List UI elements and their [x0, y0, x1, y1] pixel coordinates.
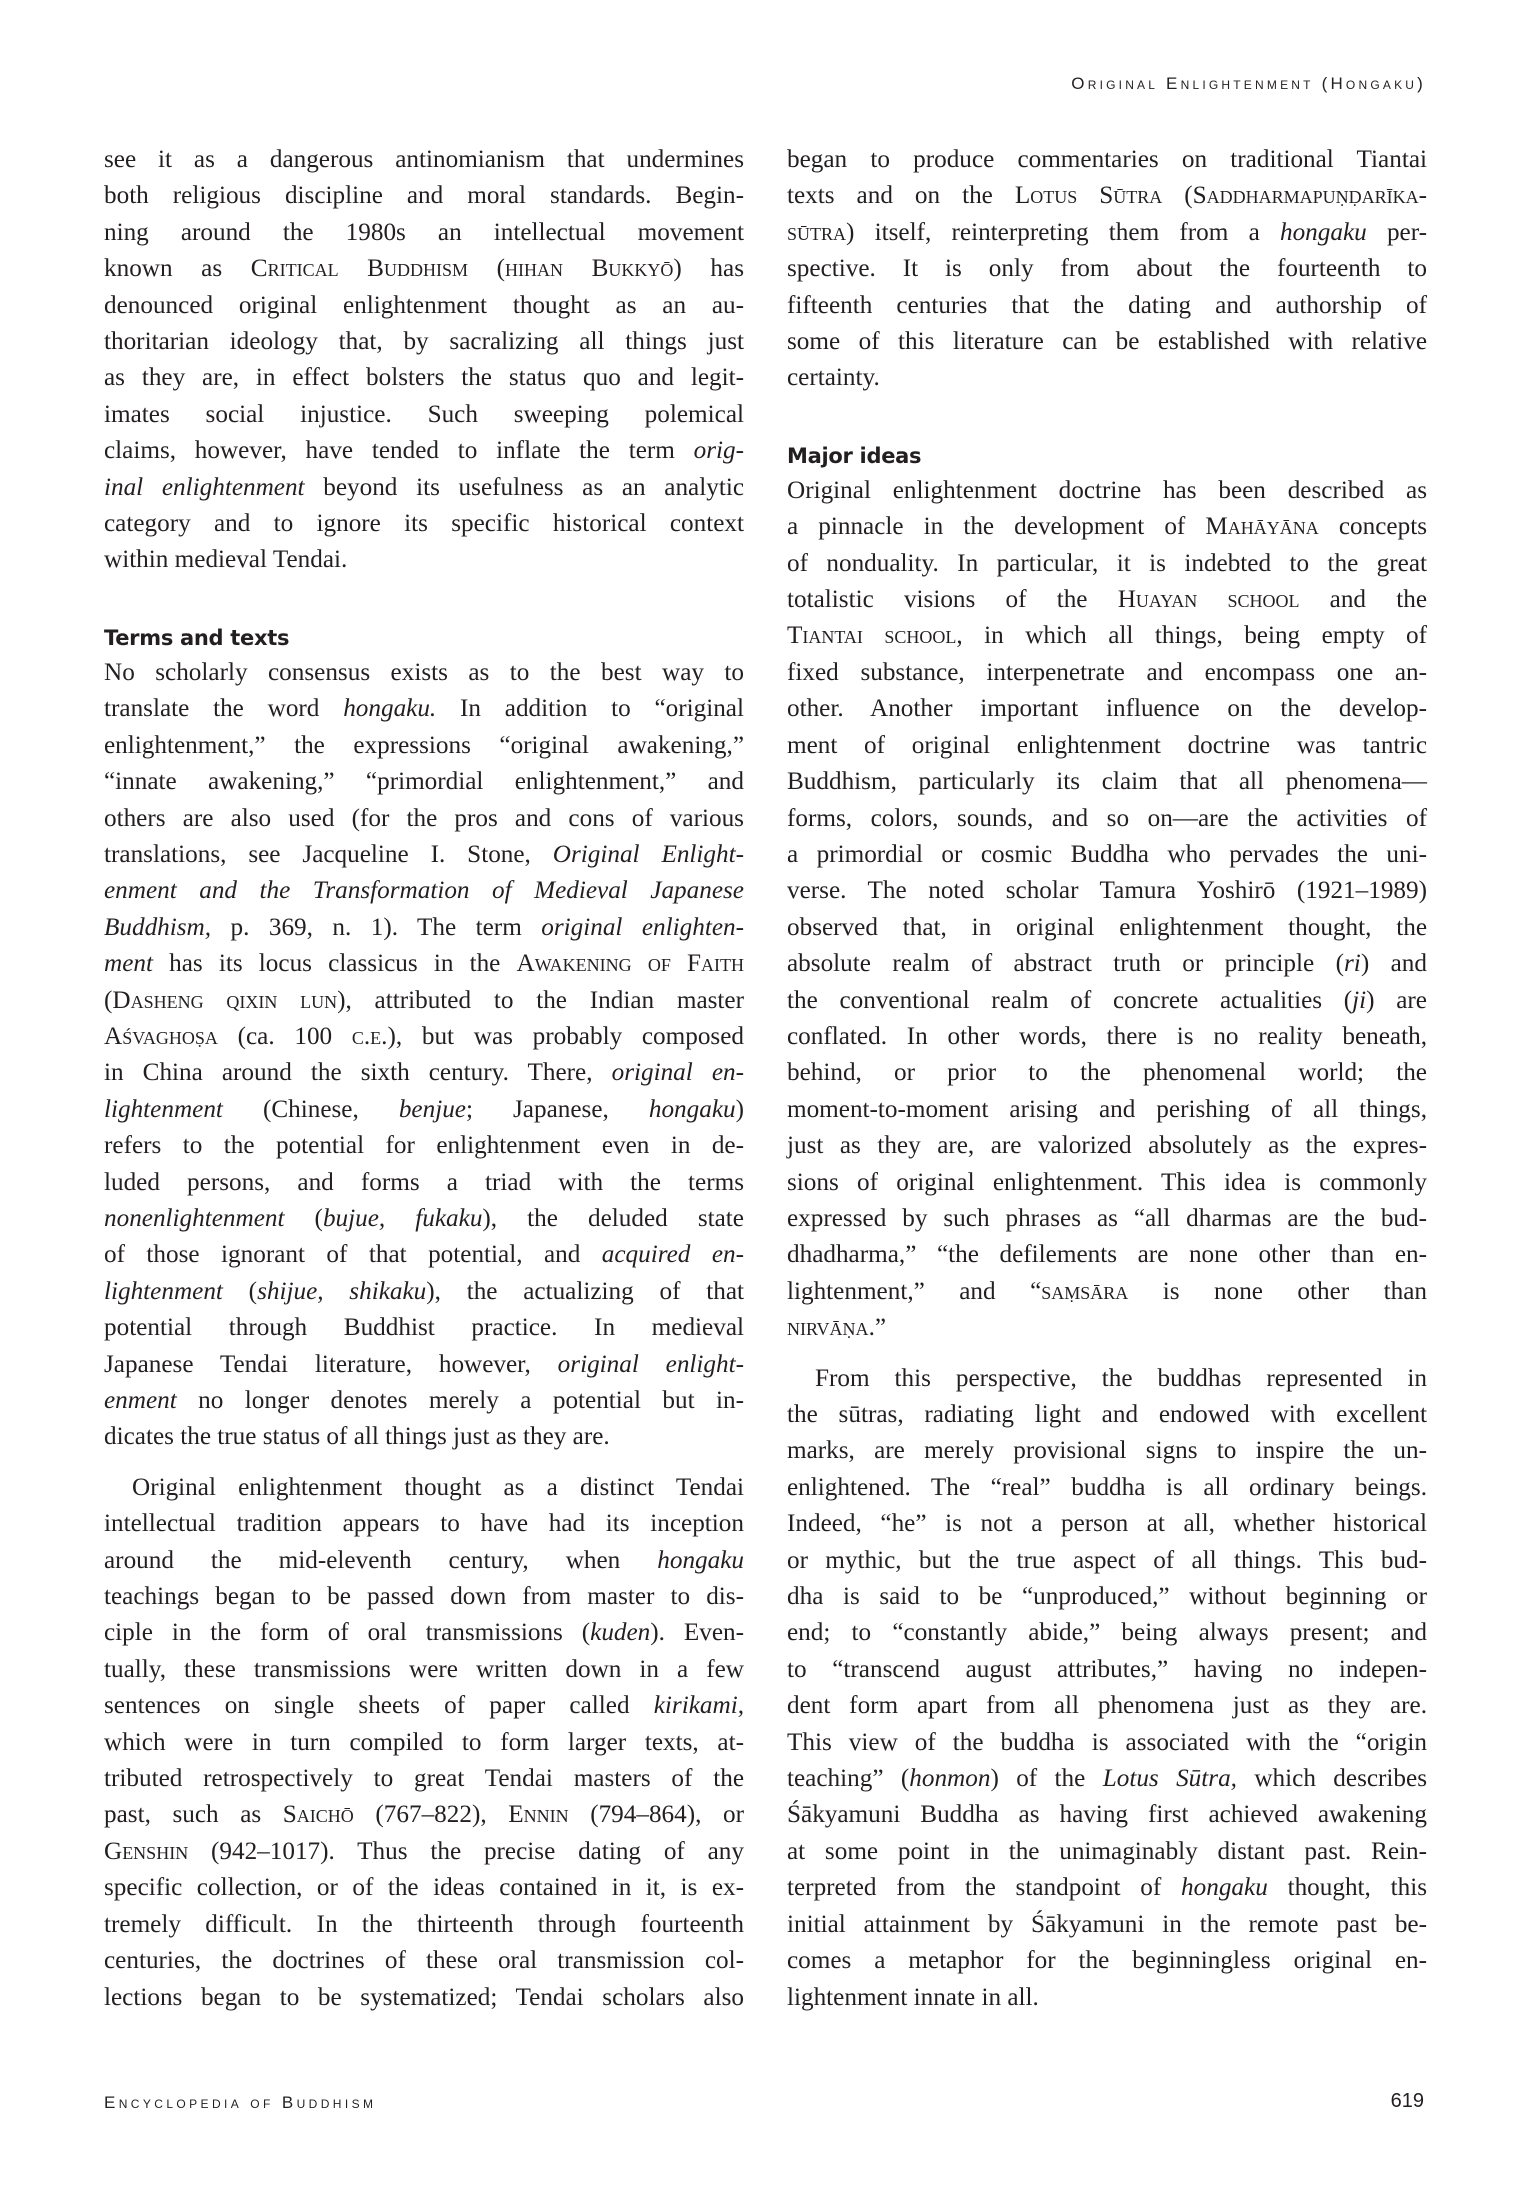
text-line: other. Another important influence on the develop- — [787, 695, 1427, 723]
text-line: lections began to be systematized; Tendai scholars also — [104, 1983, 744, 2011]
text-line: Indeed, “he” is not a person at all, whether historical — [787, 1510, 1427, 1538]
cross-reference-lotus-sutra[interactable]: Lotus Sūtra — [1014, 182, 1163, 210]
right-column — [787, 142, 1427, 2016]
text-line: Śākyamuni Buddha as having first achieved awakening — [787, 1801, 1427, 1829]
cross-reference-ennin[interactable]: Ennin — [508, 1801, 569, 1829]
text-line: ning around the 1980s an intellectual movement — [104, 218, 744, 246]
text-line: dha is said to be “unproduced,” without beginning or — [787, 1583, 1427, 1611]
text-line: translations, see Jacqueline I. Stone, Original Enlight- — [104, 840, 744, 868]
text-line: denounced original enlightenment thought as an au- — [104, 291, 744, 319]
text-line: ment of original enlightenment doctrine was tantric — [787, 731, 1427, 759]
text-line: dhadharma,” “the defilements are none other than en- — [787, 1241, 1427, 1269]
text-line: began to produce commentaries on traditional Tiantai — [787, 146, 1427, 173]
text-line: as they are, in effect bolsters the status quo and legit- — [104, 364, 744, 392]
paragraph-tradition — [104, 1470, 744, 2016]
text-line: teachings began to be passed down from master to dis- — [104, 1583, 744, 1611]
cross-reference-genshin[interactable]: Genshin — [104, 1837, 189, 1865]
section-heading-major-ideas: Major ideas — [787, 443, 922, 468]
cross-reference-mahayana[interactable]: Mahāyāna — [1205, 513, 1319, 541]
text-line: lightenment,” and “saṃsāra is none other than — [787, 1277, 1427, 1305]
text-line: centuries, the doctrines of these oral transmission col- — [104, 1947, 744, 1975]
text-line: behind, or prior to the phenomenal world; the — [787, 1059, 1427, 1087]
cross-reference-critical-buddhism[interactable]: Critical Buddhism — [250, 255, 468, 283]
text-line: of those ignorant of that potential, and acquired en- — [104, 1241, 744, 1269]
text-line: nonenlightenment (bujue, fukaku), the deluded state — [104, 1204, 744, 1232]
text-line: certainty. — [787, 364, 880, 392]
text-line: a pinnacle in the development of Mahāyāna concepts — [787, 513, 1427, 541]
text-line: fifteenth centuries that the dating and authorship of — [787, 291, 1427, 319]
paragraph-commentaries — [787, 142, 1427, 397]
cross-reference-samsara[interactable]: saṃsāra — [1041, 1277, 1129, 1305]
text-line: thoritarian ideology that, by sacralizing all things just — [104, 328, 744, 356]
text-line: dicates the true status of all things just as they are. — [104, 1423, 610, 1451]
text-line: From this perspective, the buddhas represented in — [815, 1364, 1427, 1392]
text-line: sūtra) itself, reinterpreting them from a hongaku per- — [787, 218, 1428, 246]
text-line: at some point in the unimaginably distant past. Rein- — [787, 1837, 1427, 1865]
paragraph-terms — [104, 655, 744, 1456]
text-line: lightenment innate in all. — [787, 1983, 1039, 2011]
text-line: Japanese Tendai literature, however, original enlight- — [104, 1350, 744, 1378]
text-line: (Dasheng qixin lun), attributed to the Indian master — [104, 986, 744, 1014]
text-line: see it as a dangerous antinomianism that undermines — [104, 146, 744, 173]
text-line: forms, colors, sounds, and so on—are the activities of — [787, 804, 1427, 832]
text-line: to “transcend august attributes,” having no indepen- — [787, 1655, 1427, 1683]
text-line: in China around the sixth century. There, original en- — [104, 1059, 744, 1087]
text-line: Genshin (942–1017). Thus the precise dating of any — [104, 1837, 744, 1865]
left-column — [104, 142, 744, 2016]
text-line: the sūtras, radiating light and endowed with excellent — [787, 1401, 1427, 1428]
text-line: nirvāṇa.” — [787, 1314, 887, 1342]
text-line: Tiantai school, in which all things, being empty of — [787, 622, 1428, 650]
text-line: “innate awakening,” “primordial enlightenment,” and — [104, 768, 744, 796]
text-line: around the mid-eleventh century, when hongaku — [104, 1546, 744, 1574]
text-line: tributed retrospectively to great Tendai masters of the — [104, 1765, 744, 1793]
text-line: category and to ignore its specific historical context — [104, 510, 744, 538]
cross-reference-saddharmapundarika-sutra[interactable]: Saddharmapuṇḍarīka- — [1192, 182, 1427, 210]
text-line: Buddhism, particularly its claim that all phenomena— — [787, 768, 1427, 796]
cross-reference-huayan-school[interactable]: Huayan school — [1117, 586, 1300, 614]
text-line: enment and the Transformation of Medieval Japanese — [104, 877, 744, 905]
text-line: tremely difficult. In the thirteenth through fourteenth — [104, 1910, 744, 1938]
text-line: verse. The noted scholar Tamura Yoshirō (1921–1989) — [787, 877, 1427, 905]
text-line: texts and on the Lotus Sūtra (Saddharmapuṇḍarīka- — [787, 182, 1427, 210]
text-line: translate the word hongaku. In addition to “original — [104, 695, 744, 723]
text-line: which were in turn compiled to form larger texts, at- — [104, 1728, 744, 1756]
text-line: absolute realm of abstract truth or principle (ri) and — [787, 950, 1427, 978]
text-line: claims, however, have tended to inflate the term orig- — [104, 437, 744, 465]
text-line: luded persons, and forms a triad with the terms — [104, 1168, 744, 1196]
text-line: conflated. In other words, there is no reality beneath, — [787, 1022, 1427, 1050]
paragraph-perspective — [787, 1361, 1427, 2016]
cross-reference-saicho[interactable]: Saichō — [282, 1801, 354, 1829]
running-header-title: Original Enlightenment (Hongaku) — [1071, 74, 1426, 93]
text-line-critical-buddhism: known as Critical Buddhism (hihan Bukkyō) has — [104, 255, 744, 283]
text-line: lightenment (Chinese, benjue; Japanese, hongaku) — [104, 1095, 744, 1123]
text-line: teaching” (honmon) of the Lotus Sūtra, which describes — [787, 1765, 1428, 1793]
footer-publication-title: Encyclopedia of Buddhism — [104, 2093, 377, 2112]
text-line: totalistic visions of the Huayan school and the — [787, 586, 1427, 614]
text-line: Buddhism, p. 369, n. 1). The term original enlighten- — [104, 913, 744, 941]
text-line: lightenment (shijue, shikaku), the actualizing of that — [104, 1277, 744, 1305]
cross-reference-asvaghosa[interactable]: Aśvaghoṣa — [104, 1022, 218, 1050]
text-line: moment-to-moment arising and perishing of all things, — [787, 1095, 1427, 1123]
text-line: within medieval Tendai. — [104, 546, 348, 574]
text-line: comes a metaphor for the beginningless original en- — [787, 1947, 1427, 1975]
text-line: a primordial or cosmic Buddha who pervades the uni- — [787, 840, 1427, 868]
text-line: refers to the potential for enlightenment even in de- — [104, 1132, 744, 1160]
text-line: observed that, in original enlightenment thought, the — [787, 913, 1427, 941]
text-line: terpreted from the standpoint of hongaku thought, this — [787, 1874, 1428, 1902]
text-line: This view of the buddha is associated with the “origin — [787, 1728, 1427, 1756]
text-line: potential through Buddhist practice. In medieval — [104, 1314, 744, 1342]
text-line: sentences on single sheets of paper called kirikami, — [104, 1692, 744, 1720]
text-line: fixed substance, interpenetrate and encompass one an- — [787, 658, 1427, 686]
text-line: Original enlightenment doctrine has been described as — [787, 476, 1427, 504]
text-line: the conventional realm of concrete actualities (ji) are — [787, 986, 1427, 1014]
text-line: dent form apart from all phenomena just as they are. — [787, 1692, 1427, 1720]
text-line: ciple in the form of oral transmissions (kuden). Even- — [104, 1619, 744, 1647]
text-line: spective. It is only from about the fourteenth to — [787, 255, 1427, 283]
text-line: of nonduality. In particular, it is indebted to the great — [787, 549, 1427, 577]
text-line: others are also used (for the pros and cons of various — [104, 804, 744, 832]
text-line: imates social injustice. Such sweeping polemical — [104, 400, 744, 428]
paragraph-intro-continuation — [104, 142, 744, 579]
cross-reference-awakening-of-faith[interactable]: Awakening of Faith — [516, 950, 744, 978]
text-line: enlightenment,” the expressions “original awakening,” — [104, 731, 744, 759]
text-line: ment has its locus classicus in the Awakening of Faith — [104, 950, 744, 978]
cross-reference-nirvana[interactable]: nirvāṇa — [787, 1314, 869, 1342]
text-line: end; to “constantly abide,” being always present; and — [787, 1619, 1427, 1647]
text-line: some of this literature can be established with relative — [787, 328, 1427, 356]
paragraph-major-ideas — [787, 473, 1427, 1347]
text-line: Aśvaghoṣa (ca. 100 c.e.), but was probably composed — [104, 1022, 745, 1050]
text-line: intellectual tradition appears to have had its inception — [104, 1510, 744, 1538]
text-line: or mythic, but the true aspect of all things. This bud- — [787, 1546, 1427, 1574]
text-line: inal enlightenment beyond its usefulness as an analytic — [104, 473, 744, 501]
text-line: initial attainment by Śākyamuni in the remote past be- — [787, 1910, 1427, 1938]
text-line: enment no longer denotes merely a potential but in- — [104, 1387, 744, 1414]
cross-reference-dasheng-qixin-lun[interactable]: Dasheng qixin lun — [112, 986, 338, 1014]
text-line: just as they are, are valorized absolutely as the expres- — [787, 1132, 1427, 1160]
text-line: No scholarly consensus exists as to the best way to — [104, 658, 744, 686]
text-line: sions of original enlightenment. This idea is commonly — [787, 1168, 1427, 1196]
text-line: both religious discipline and moral standards. Begin- — [104, 182, 744, 210]
text-line: Original enlightenment thought as a distinct Tendai — [132, 1473, 744, 1501]
text-line: enlightened. The “real” buddha is all ordinary beings. — [787, 1473, 1427, 1501]
section-heading-terms-and-texts: Terms and texts — [104, 625, 290, 650]
text-line: specific collection, or of the ideas contained in it, is ex- — [104, 1874, 744, 1902]
cross-reference-tiantai-school[interactable]: Tiantai school — [787, 622, 957, 650]
footer-page-number: 619 — [1390, 2090, 1424, 2112]
text-line: tually, these transmissions were written down in a few — [104, 1655, 744, 1683]
cross-reference-hihan-bukkyo[interactable]: hihan Bukkyō — [505, 255, 674, 283]
text-line: expressed by such phrases as “all dharmas are the bud- — [787, 1204, 1427, 1232]
text-line: marks, are merely provisional signs to inspire the un- — [787, 1437, 1427, 1465]
text-line: past, such as Saichō (767–822), Ennin (794–864), or — [104, 1801, 744, 1829]
